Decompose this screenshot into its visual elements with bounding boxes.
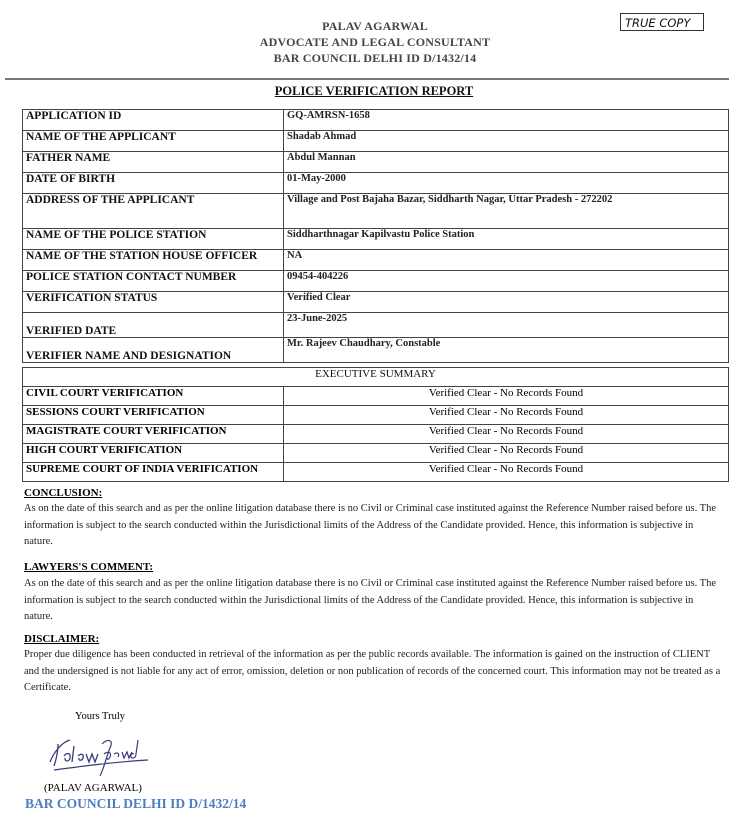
court-label: SUPREME COURT OF INDIA VERIFICATION bbox=[23, 463, 284, 482]
field-label: NAME OF THE POLICE STATION bbox=[23, 229, 284, 250]
summary-header: EXECUTIVE SUMMARY bbox=[23, 368, 729, 387]
bar-council-id: BAR COUNCIL DELHI ID D/1432/14 bbox=[273, 51, 477, 65]
header-divider bbox=[5, 78, 729, 80]
field-value: 01-May-2000 bbox=[284, 173, 729, 194]
field-value: NA bbox=[284, 250, 729, 271]
table-row bbox=[23, 110, 729, 131]
court-label: MAGISTRATE COURT VERIFICATION bbox=[23, 425, 284, 444]
executive-summary-table bbox=[22, 367, 729, 482]
closing-text: Yours Truly bbox=[75, 711, 126, 722]
court-label: HIGH COURT VERIFICATION bbox=[23, 444, 284, 463]
disclaimer-text: Proper due diligence has been conducted in retrieval of the information as per the public records available. The information is gained on the instruction of CLIENT and the undersigned is not liable for any act of error, omission, deletion or non publication of records of the concerned court. This information may not be treated as a Certificate. bbox=[24, 649, 721, 693]
signature-icon bbox=[44, 732, 154, 780]
field-label: VERIFICATION STATUS bbox=[23, 292, 284, 313]
table-row bbox=[23, 250, 729, 271]
table-row bbox=[23, 271, 729, 292]
table-row bbox=[23, 292, 729, 313]
table-row bbox=[23, 425, 729, 444]
field-label: POLICE STATION CONTACT NUMBER bbox=[23, 271, 284, 292]
conclusion-text: As on the date of this search and as per the online litigation database there is no Civil or Criminal case instituted against the Reference Number raised before us. The information is subject to the search conducted within the Jurisdictional limits of the Address of the Candidate provided. Hence, this information is subjective in nature. bbox=[24, 503, 717, 547]
advocate-name: PALAV AGARWAL bbox=[322, 19, 428, 33]
field-label: NAME OF THE STATION HOUSE OFFICER bbox=[23, 250, 284, 271]
conclusion-heading: CONCLUSION: bbox=[24, 487, 103, 499]
field-value: Siddharthnagar Kapilvastu Police Station bbox=[284, 229, 729, 250]
field-label: ADDRESS OF THE APPLICANT bbox=[23, 194, 284, 229]
signatory-name: (PALAV AGARWAL) bbox=[44, 782, 142, 794]
field-value: Verified Clear bbox=[284, 292, 729, 313]
report-title: POLICE VERIFICATION REPORT bbox=[274, 84, 474, 98]
field-value: 09454-404226 bbox=[284, 271, 729, 292]
lawyers-comment-text: As on the date of this search and as per the online litigation database there is no Civil or Criminal case instituted against the Reference Number raised before us. The information is subject to the search conducted within the Jurisdictional limits of the Address of the Candidate provided. Hence, this information is subjective in nature. bbox=[24, 578, 717, 622]
table-row bbox=[23, 194, 729, 229]
field-label: FATHER NAME bbox=[23, 152, 284, 173]
table-row bbox=[23, 406, 729, 425]
table-row bbox=[23, 131, 729, 152]
disclaimer-heading: DISCLAIMER: bbox=[24, 633, 100, 645]
applicant-details-table bbox=[22, 109, 729, 363]
field-label: NAME OF THE APPLICANT bbox=[23, 131, 284, 152]
table-row bbox=[23, 338, 729, 363]
court-status: Verified Clear - No Records Found bbox=[284, 425, 729, 444]
field-label: VERIFIER NAME AND DESIGNATION bbox=[23, 338, 284, 363]
lawyers-comment-heading: LAWYERS'S COMMENT: bbox=[24, 561, 154, 573]
field-value: Abdul Mannan bbox=[284, 152, 729, 173]
signatory-bar-id: BAR COUNCIL DELHI ID D/1432/14 bbox=[25, 796, 247, 811]
true-copy-stamp: TRUE COPY bbox=[620, 13, 704, 31]
table-row bbox=[23, 463, 729, 482]
table-row bbox=[23, 444, 729, 463]
court-label: SESSIONS COURT VERIFICATION bbox=[23, 406, 284, 425]
summary-header-row bbox=[23, 368, 729, 387]
advocate-title: ADVOCATE AND LEGAL CONSULTANT bbox=[259, 35, 491, 49]
field-value: Shadab Ahmad bbox=[284, 131, 729, 152]
court-status: Verified Clear - No Records Found bbox=[284, 463, 729, 482]
field-value: Village and Post Bajaha Bazar, Siddharth Nagar, Uttar Pradesh - 272202 bbox=[284, 194, 729, 229]
field-label: VERIFIED DATE bbox=[23, 313, 284, 338]
letterhead bbox=[230, 18, 520, 66]
court-label: CIVIL COURT VERIFICATION bbox=[23, 387, 284, 406]
field-label: APPLICATION ID bbox=[23, 110, 284, 131]
table-row bbox=[23, 152, 729, 173]
court-status: Verified Clear - No Records Found bbox=[284, 406, 729, 425]
table-row bbox=[23, 313, 729, 338]
table-row bbox=[23, 173, 729, 194]
court-status: Verified Clear - No Records Found bbox=[284, 444, 729, 463]
field-label: DATE OF BIRTH bbox=[23, 173, 284, 194]
table-row bbox=[23, 387, 729, 406]
table-row bbox=[23, 229, 729, 250]
field-value: 23-June-2025 bbox=[284, 313, 729, 338]
field-value: GQ-AMRSN-1658 bbox=[284, 110, 729, 131]
field-value: Mr. Rajeev Chaudhary, Constable bbox=[284, 338, 729, 363]
court-status: Verified Clear - No Records Found bbox=[284, 387, 729, 406]
